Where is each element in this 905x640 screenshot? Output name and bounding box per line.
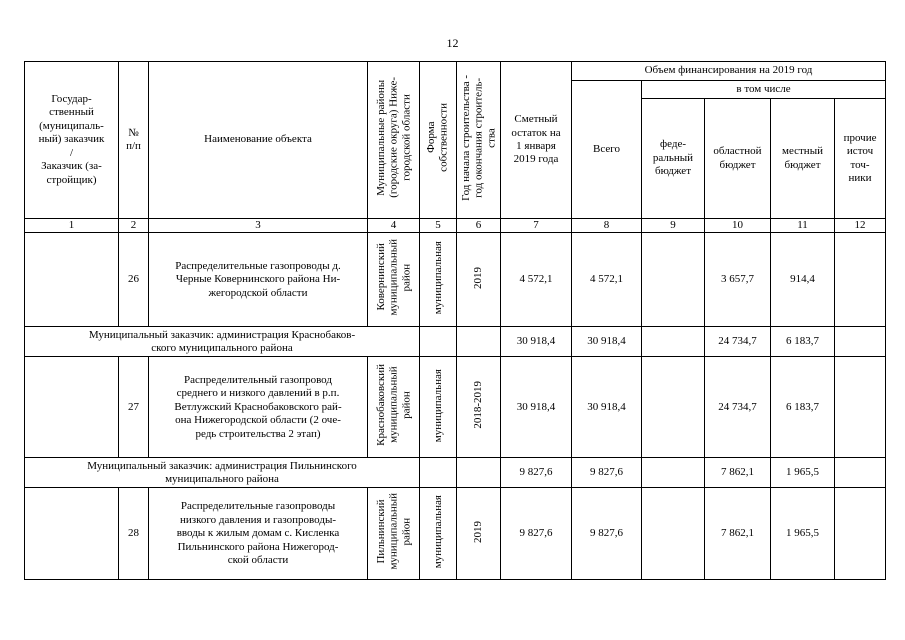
table-row [25,233,886,327]
row-number: 28 [119,488,149,580]
column-number: 7 [501,219,572,233]
row-total: 9 827,6 [572,488,642,580]
group-regional: 24 734,7 [705,327,771,357]
row-regional: 7 862,1 [705,488,771,580]
group-local: 6 183,7 [771,327,835,357]
header-number: № п/п [119,62,149,219]
column-number: 8 [572,219,642,233]
header-including: в том числе [642,81,886,99]
row-customer-cell [25,233,119,327]
row-estimate: 30 918,4 [501,357,572,458]
row-years [457,357,501,458]
row-local: 1 965,5 [771,488,835,580]
row-district-text: Пильнинский муниципальный район [374,493,412,570]
group-other [835,458,886,488]
row-total: 30 918,4 [572,357,642,458]
row-years-text: 2019 [472,520,485,543]
group-row [25,458,886,488]
header-ownership-text: Форма собственности [425,103,450,173]
group-estimate: 30 918,4 [501,327,572,357]
row-object-name: Распределительные газопроводы низкого давления и газопроводы- вводы к жилым домам с. Кисленка Пильнинского района Нижегород- ской области [149,488,368,580]
row-district [368,488,420,580]
group-title: Муниципальный заказчик: администрация Пильнинского муниципального района [25,458,420,488]
header-local: местный бюджет [771,99,835,219]
header-federal: феде- ральный бюджет [642,99,705,219]
page-number: 12 [446,36,459,50]
row-other [835,488,886,580]
group-empty-cell [420,458,457,488]
row-ownership-text: муниципальная [431,495,444,569]
column-number: 4 [368,219,420,233]
header-object-name: Наименование объекта [149,62,368,219]
row-local: 914,4 [771,233,835,327]
row-local: 6 183,7 [771,357,835,458]
column-number: 1 [25,219,119,233]
group-regional: 7 862,1 [705,458,771,488]
row-years [457,488,501,580]
group-row [25,327,886,357]
group-total: 9 827,6 [572,458,642,488]
group-other [835,327,886,357]
header-total: Всего [572,81,642,219]
row-ownership [420,233,457,327]
row-federal [642,357,705,458]
row-object-name: Распределительный газопровод среднего и низкого давлений в р.п. Ветлужский Краснобаковского рай- она Нижегородской области (2 оче- редь строительства 2 этап) [149,357,368,458]
row-district-text: Краснобаковский муниципальный район [374,364,412,447]
row-district [368,357,420,458]
row-number: 26 [119,233,149,327]
column-number: 10 [705,219,771,233]
header-customer: Государ- ственный (муниципаль- ный) заказчик / Заказчик (за- стройщик) [25,62,119,219]
header-ownership [420,62,457,219]
row-years [457,233,501,327]
row-total: 4 572,1 [572,233,642,327]
row-estimate: 4 572,1 [501,233,572,327]
group-empty-cell [457,327,501,357]
header-districts [368,62,420,219]
row-district-text: Ковернинский муниципальный район [374,239,412,316]
column-number: 5 [420,219,457,233]
table-row [25,488,886,580]
row-ownership-text: муниципальная [431,368,444,442]
row-years-text: 2018-2019 [472,381,485,430]
group-federal [642,458,705,488]
row-federal [642,488,705,580]
row-customer-cell [25,357,119,458]
financing-table [24,61,886,580]
column-number: 2 [119,219,149,233]
row-customer-cell [25,488,119,580]
row-district [368,233,420,327]
column-number: 6 [457,219,501,233]
row-years-text: 2019 [472,266,485,289]
column-number: 3 [149,219,368,233]
row-number: 27 [119,357,149,458]
group-title: Муниципальный заказчик: администрация Краснобаков- ского муниципального района [25,327,420,357]
header-estimate-balance: Сметный остаток на 1 января 2019 года [501,62,572,219]
header-regional: областной бюджет [705,99,771,219]
column-number: 12 [835,219,886,233]
column-number: 11 [771,219,835,233]
row-other [835,233,886,327]
row-ownership [420,357,457,458]
group-local: 1 965,5 [771,458,835,488]
group-total: 30 918,4 [572,327,642,357]
header-years-text: Год начала строительства - год окончания строитель- ства [460,74,498,201]
row-other [835,357,886,458]
table-row [25,357,886,458]
row-regional: 24 734,7 [705,357,771,458]
row-object-name: Распределительные газопроводы д. Черные Ковернинского района Ни- жегородской области [149,233,368,327]
header-other: прочие источ точ- ники [835,99,886,219]
column-number: 9 [642,219,705,233]
header-districts-text: Муниципальные районы (городские округа) Ниже- городской области [374,77,412,199]
group-empty-cell [420,327,457,357]
column-numbers-row [25,219,886,233]
row-ownership [420,488,457,580]
row-federal [642,233,705,327]
group-estimate: 9 827,6 [501,458,572,488]
header-funding-volume: Объем финансирования на 2019 год [572,62,886,81]
header-years [457,62,501,219]
group-federal [642,327,705,357]
row-regional: 3 657,7 [705,233,771,327]
row-estimate: 9 827,6 [501,488,572,580]
group-empty-cell [457,458,501,488]
row-ownership-text: муниципальная [431,241,444,315]
